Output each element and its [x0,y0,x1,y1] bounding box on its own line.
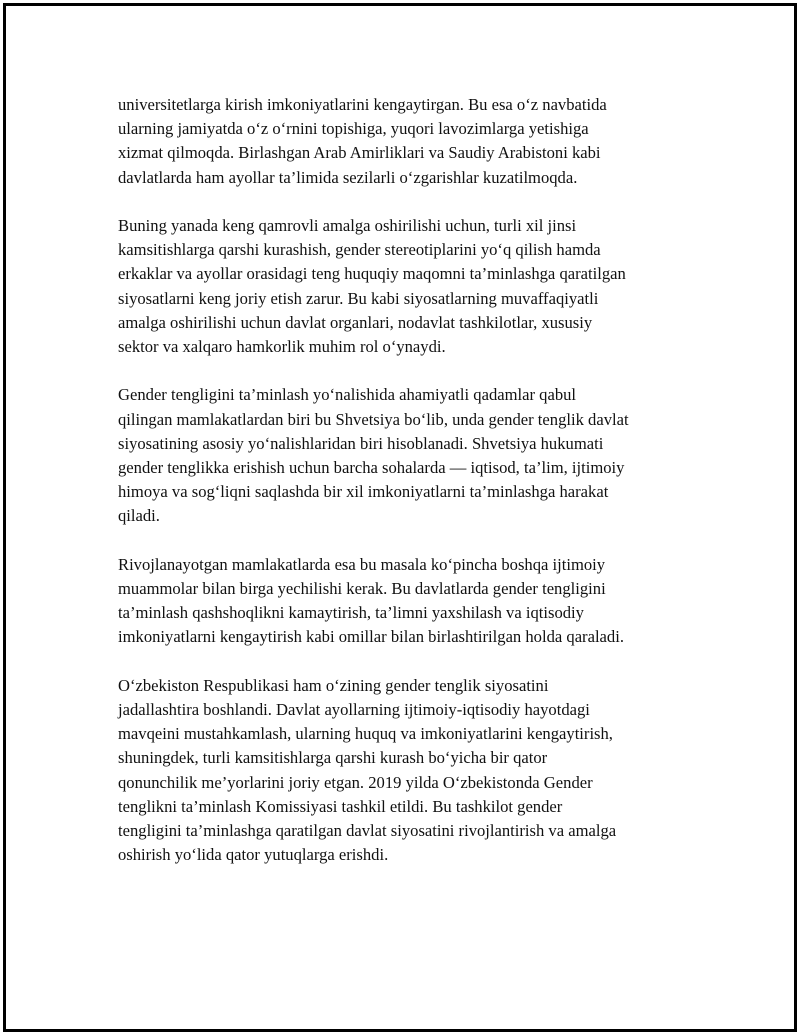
text-line: davlatlarda ham ayollar ta’limida sezilarli o‘zgarishlar kuzatilmoqda. [118,167,578,187]
text-line: imkoniyatlarni kengaytirish kabi omillar bilan birlashtirilgan holda qaraladi. [118,627,624,647]
paragraph-3 [118,383,703,528]
text-line: ta’minlash qashshoqlikni kamaytirish, ta’limni yaxshilash va iqtisodiy [118,603,584,623]
text-line: himoya va sog‘liqni saqlashda bir xil imkoniyatlarni ta’minlashga harakat [118,482,609,502]
paragraph-1 [118,93,703,190]
text-line: oshirish yo‘lida qator yutuqlarga erishdi. [118,845,389,865]
paragraph-2 [118,214,703,359]
text-line: erkaklar va ayollar orasidagi teng huquqiy maqomni ta’minlashga qaratilgan [118,264,626,284]
paragraph-5 [118,674,703,868]
text-line: Buning yanada keng qamrovli amalga oshirilishi uchun, turli xil jinsi [118,216,577,235]
text-line: kamsitishlarga qarshi kurashish, gender stereotiplarini yo‘q qilish hamda [118,240,601,260]
text-line: jadallashtira boshlandi. Davlat ayollarning ijtimoiy-iqtisodiy hayotdagi [118,700,590,720]
text-line: gender tenglikka erishish uchun barcha sohalarda — iqtisod, ta’lim, ijtimoiy [118,458,625,478]
text-line: O‘zbekiston Respublikasi ham o‘zining gender tenglik siyosatini [118,675,549,695]
text-line: universitetlarga kirish imkoniyatlarini kengaytirgan. Bu esa o‘z navbatida [118,95,607,114]
text-line: mavqeini mustahkamlash, ularning huquq va imkoniyatlarini kengaytirish, [118,724,613,744]
text-line: amalga oshirilishi uchun davlat organlari, nodavlat tashkilotlar, xususiy [118,312,593,332]
text-line: xizmat qilmoqda. Birlashgan Arab Amirliklari va Saudiy Arabistoni kabi [118,143,601,163]
text-line: sektor va xalqaro hamkorlik muhim rol o‘ynaydi. [118,337,446,357]
text-line: ularning jamiyatda o‘z o‘rnini topishiga, yuqori lavozimlarga yetishiga [118,119,589,139]
text-line: qiladi. [118,506,160,526]
document-body [118,93,703,892]
text-line: siyosatlarni keng joriy etish zarur. Bu kabi siyosatlarning muvaffaqiyatli [118,288,599,308]
text-line: qonunchilik me’yorlarini joriy etgan. 2019 yilda O‘zbekistonda Gender [118,772,593,792]
text-line: qilingan mamlakatlardan biri bu Shvetsiya bo‘lib, unda gender tenglik davlat [118,409,629,429]
text-line: muammolar bilan birga yechilishi kerak. Bu davlatlarda gender tengligini [118,579,606,599]
text-line: Rivojlanayotgan mamlakatlarda esa bu masala ko‘pincha boshqa ijtimoiy [118,554,606,574]
text-line: tengligini ta’minlashga qaratilgan davlat siyosatini rivojlantirish va amalga [118,821,617,841]
paragraph-4 [118,553,703,650]
text-line: siyosatining asosiy yo‘nalishlaridan biri hisoblanadi. Shvetsiya hukumati [118,433,604,453]
text-line: Gender tengligini ta’minlash yo‘nalishida ahamiyatli qadamlar qabul [118,385,577,405]
text-line: tenglikni ta’minlash Komissiyasi tashkil etildi. Bu tashkilot gender [118,796,563,816]
text-line: shuningdek, turli kamsitishlarga qarshi kurash bo‘yicha bir qator [118,748,548,768]
